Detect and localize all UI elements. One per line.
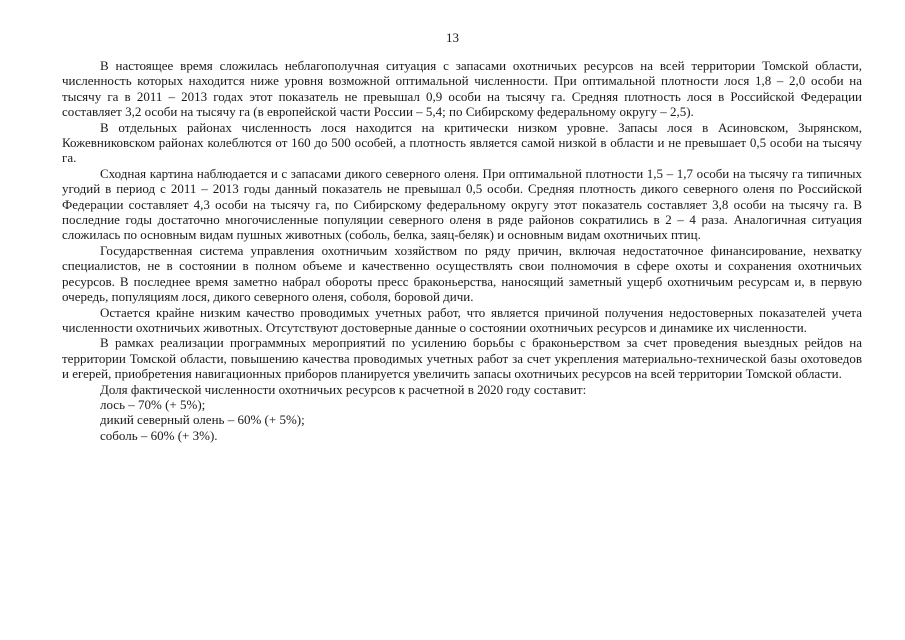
document-body (62, 58, 862, 443)
list-item: лось – 70% (+ 5%); (100, 396, 206, 412)
paragraph: Остается крайне низким качество проводимых учетных работ, что является причиной получения недостоверных показателей учета численности охотничьих животных. Отсутствуют достоверные данные о состоянии охотничьих ресурсов и динамике их численности. (62, 304, 862, 335)
paragraph: В рамках реализации программных мероприятий по усилению борьбы с браконьерством за счет проведения выездных рейдов на территории Томской области, повышению качества проводимых учетных работ за счет укрепления материально-технической базы охотоведов и егерей, приобретения навигационных приборов планируется увеличить запасы охотничьих ресурсов на всей территории Томской области. (62, 335, 862, 382)
paragraph: В отдельных районах численность лося находится на критически низком уровне. Запасы лося в Асиновском, Зырянском, Кожевниковском районах колеблются от 160 до 500 особей, а плотность является самой низкой в области и не превышает 0,5 особи на тысячу га. (62, 119, 862, 166)
list-item: соболь – 60% (+ 3%). (100, 427, 218, 443)
paragraph: В настоящее время сложилась неблагополучная ситуация с запасами охотничьих ресурсов на всей территории Томской области, численность которых находится ниже уровня возможной оптимальной численности. При оптимальной плотности лося 1,8 – 2,0 особи на тысячу га в 2011 – 2013 годах этот показатель не превышал 0,9 особи на тысячу га. Средняя плотность лося в Российской Федерации составляет 3,2 особи на тысячу га (в европейской части России – 5,4; по Сибирскому федеральному округу – 2,5). (62, 58, 862, 120)
paragraph: Государственная система управления охотничьим хозяйством по ряду причин, включая недостаточное финансирование, нехватку специалистов, не в состоянии в полном объеме и качественно осуществлять свои полномочия в сфере охоты и сохранения охотничьих ресурсов. В последнее время заметно набрал обороты пресс браконьерства, наносящий заметный ущерб охотничьим ресурсам и, в первую очередь, популяциям лося, дикого северного оленя, соболя, боровой дичи. (62, 242, 862, 305)
page-number: 13 (446, 30, 459, 45)
paragraph: Сходная картина наблюдается и с запасами дикого северного оленя. При оптимальной плотности 1,5 – 1,7 особи на тысячу га типичных угодий в период с 2011 – 2013 годы данный показатель не превышал 0,5 особи. Средняя плотность дикого северного оленя по Российской Федерации составляет 4,3 особи на тысячу га, по Сибирскому федеральному округу этот показатель составляет 3,8 особи на тысячу га. В последние годы достаточно многочисленные популяции северного оленя в ряде районов сократились в 2 – 4 раза. Аналогичная ситуация сложилась по основным видам пушных животных (соболь, белка, заяц-беляк) и основным видам охотничьих птиц. (62, 165, 862, 243)
list-item: дикий северный олень – 60% (+ 5%); (100, 412, 305, 428)
paragraph: Доля фактической численности охотничьих ресурсов к расчетной в 2020 году составит: (100, 381, 587, 397)
